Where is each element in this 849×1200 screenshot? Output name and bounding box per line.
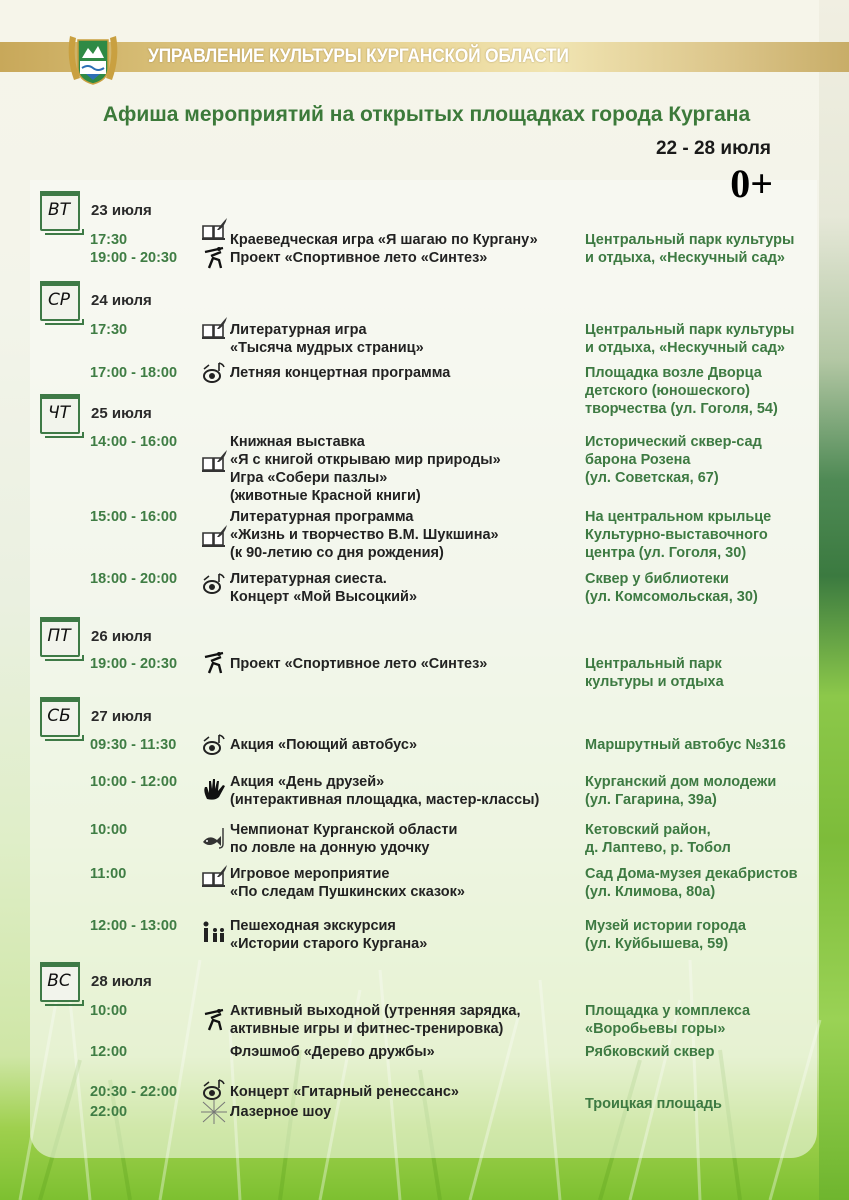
music-icon xyxy=(201,1078,227,1102)
event-time: 17:30 xyxy=(90,322,128,338)
event-title: Проект «Спортивное лето «Синтез» xyxy=(230,656,488,672)
event-place: Кетовский район, д. Лаптево, р. Тобол xyxy=(585,822,731,856)
event-place: Исторический сквер-сад барона Розена (ул. Советская, 67) xyxy=(585,434,762,486)
sport-figure-icon xyxy=(201,651,227,675)
day-date: 28 июля xyxy=(91,973,152,990)
day-date: 27 июля xyxy=(91,708,152,725)
event-place: Центральный парк культуры и отдыха xyxy=(585,656,724,690)
date-range: 22 - 28 июля xyxy=(655,138,771,159)
day-badge-tue: ВТ xyxy=(40,191,78,229)
event-place: Площадка возле Дворца детского (юношеского) творчества (ул. Гоголя, 54) xyxy=(585,365,778,417)
day-date: 26 июля xyxy=(91,628,152,645)
event-time: 11:00 xyxy=(90,866,127,882)
event-time: 17:00 - 18:00 xyxy=(90,365,178,381)
event-title: Пешеходная экскурсия «Истории старого Кургана» xyxy=(230,918,428,952)
book-quill-icon xyxy=(201,218,227,242)
event-place: Площадка у комплекса «Воробьевы горы» xyxy=(585,1003,751,1037)
event-title: Литературная игра «Тысяча мудрых страниц» xyxy=(230,322,424,356)
day-badge-fri: ПТ xyxy=(40,617,78,655)
event-time: 20:30 - 22:00 22:00 xyxy=(90,1084,178,1120)
coat-of-arms-icon xyxy=(66,28,120,88)
event-title: Акция «День друзей» (интерактивная площадка, мастер-классы) xyxy=(230,774,540,808)
event-title: Чемпионат Курганской области по ловле на донную удочку xyxy=(230,822,458,856)
event-title: Краеведческая игра «Я шагаю по Кургану» Проект «Спортивное лето «Синтез» xyxy=(230,232,538,266)
book-quill-icon xyxy=(201,450,227,474)
event-title: Игровое мероприятие «По следам Пушкинских сказок» xyxy=(230,866,465,900)
event-title: Концерт «Гитарный ренессанс» Лазерное шоу xyxy=(230,1084,459,1120)
event-place: Троицкая площадь xyxy=(585,1096,722,1112)
music-icon xyxy=(201,733,227,757)
music-icon xyxy=(201,572,227,596)
event-title: Книжная выставка «Я с книгой открываю мир природы» Игра «Собери пазлы» (животные Красной книги) xyxy=(230,434,501,504)
event-time: 09:30 - 11:30 xyxy=(90,737,177,753)
fish-hook-icon xyxy=(201,826,227,850)
page-title: Афиша мероприятий на открытых площадках города Кургана xyxy=(102,103,751,126)
age-rating: 0+ xyxy=(730,161,773,206)
event-time: 10:00 - 12:00 xyxy=(90,774,178,790)
book-quill-icon xyxy=(201,525,227,549)
event-time: 10:00 xyxy=(90,1003,128,1019)
organization-name: УПРАВЛЕНИЕ КУЛЬТУРЫ КУРГАНСКОЙ ОБЛАСТИ xyxy=(148,46,569,67)
day-date: 24 июля xyxy=(91,292,152,309)
day-date: 23 июля xyxy=(91,202,152,219)
walking-tour-icon xyxy=(201,920,227,944)
book-quill-icon xyxy=(201,317,227,341)
day-badge-thu: ЧТ xyxy=(40,394,78,432)
event-place: На центральном крыльце Культурно-выставочного центра (ул. Гоголя, 30) xyxy=(585,509,772,561)
book-quill-icon xyxy=(201,865,227,889)
event-time: 14:00 - 16:00 xyxy=(90,434,178,450)
event-time: 12:00 xyxy=(90,1044,128,1060)
event-place: Центральный парк культуры и отдыха, «Нескучный сад» xyxy=(585,232,795,266)
event-title: Флэшмоб «Дерево дружбы» xyxy=(230,1044,435,1060)
event-time: 19:00 - 20:30 xyxy=(90,656,178,672)
laser-show-icon xyxy=(201,1100,227,1124)
event-place: Сквер у библиотеки (ул. Комсомольская, 30) xyxy=(585,571,758,605)
music-icon xyxy=(201,361,227,385)
event-place: Музей истории города (ул. Куйбышева, 59) xyxy=(585,918,746,952)
event-place: Сад Дома-музея декабристов (ул. Климова, 80а) xyxy=(585,866,798,900)
day-badge-sat: СБ xyxy=(40,697,78,735)
event-title: Литературная программа «Жизнь и творчество В.М. Шукшина» (к 90-летию со дня рождения) xyxy=(230,509,499,561)
event-time: 12:00 - 13:00 xyxy=(90,918,178,934)
sport-figure-icon xyxy=(201,246,227,270)
hand-icon xyxy=(201,777,227,801)
event-place: Центральный парк культуры и отдыха, «Нескучный сад» xyxy=(585,322,795,356)
event-place: Маршрутный автобус №316 xyxy=(585,737,786,753)
sport-figure-icon xyxy=(201,1008,227,1032)
event-time: 15:00 - 16:00 xyxy=(90,509,178,525)
decorative-side-strip xyxy=(819,0,849,1200)
event-title: Литературная сиеста. Концерт «Мой Высоцкий» xyxy=(230,571,418,605)
event-time: 17:30 19:00 - 20:30 xyxy=(90,232,178,266)
event-place: Курганский дом молодежи (ул. Гагарина, 39а) xyxy=(585,774,777,808)
day-date: 25 июля xyxy=(91,405,152,422)
event-time: 10:00 xyxy=(90,822,128,838)
event-title: Активный выходной (утренняя зарядка, активные игры и фитнес-тренировка) xyxy=(230,1003,521,1037)
event-title: Акция «Поющий автобус» xyxy=(230,737,418,753)
event-place: Рябковский сквер xyxy=(585,1044,715,1060)
event-title: Летняя концертная программа xyxy=(230,365,451,381)
event-time: 18:00 - 20:00 xyxy=(90,571,178,587)
day-badge-wed: СР xyxy=(40,281,78,319)
day-badge-sun: ВС xyxy=(40,962,78,1000)
